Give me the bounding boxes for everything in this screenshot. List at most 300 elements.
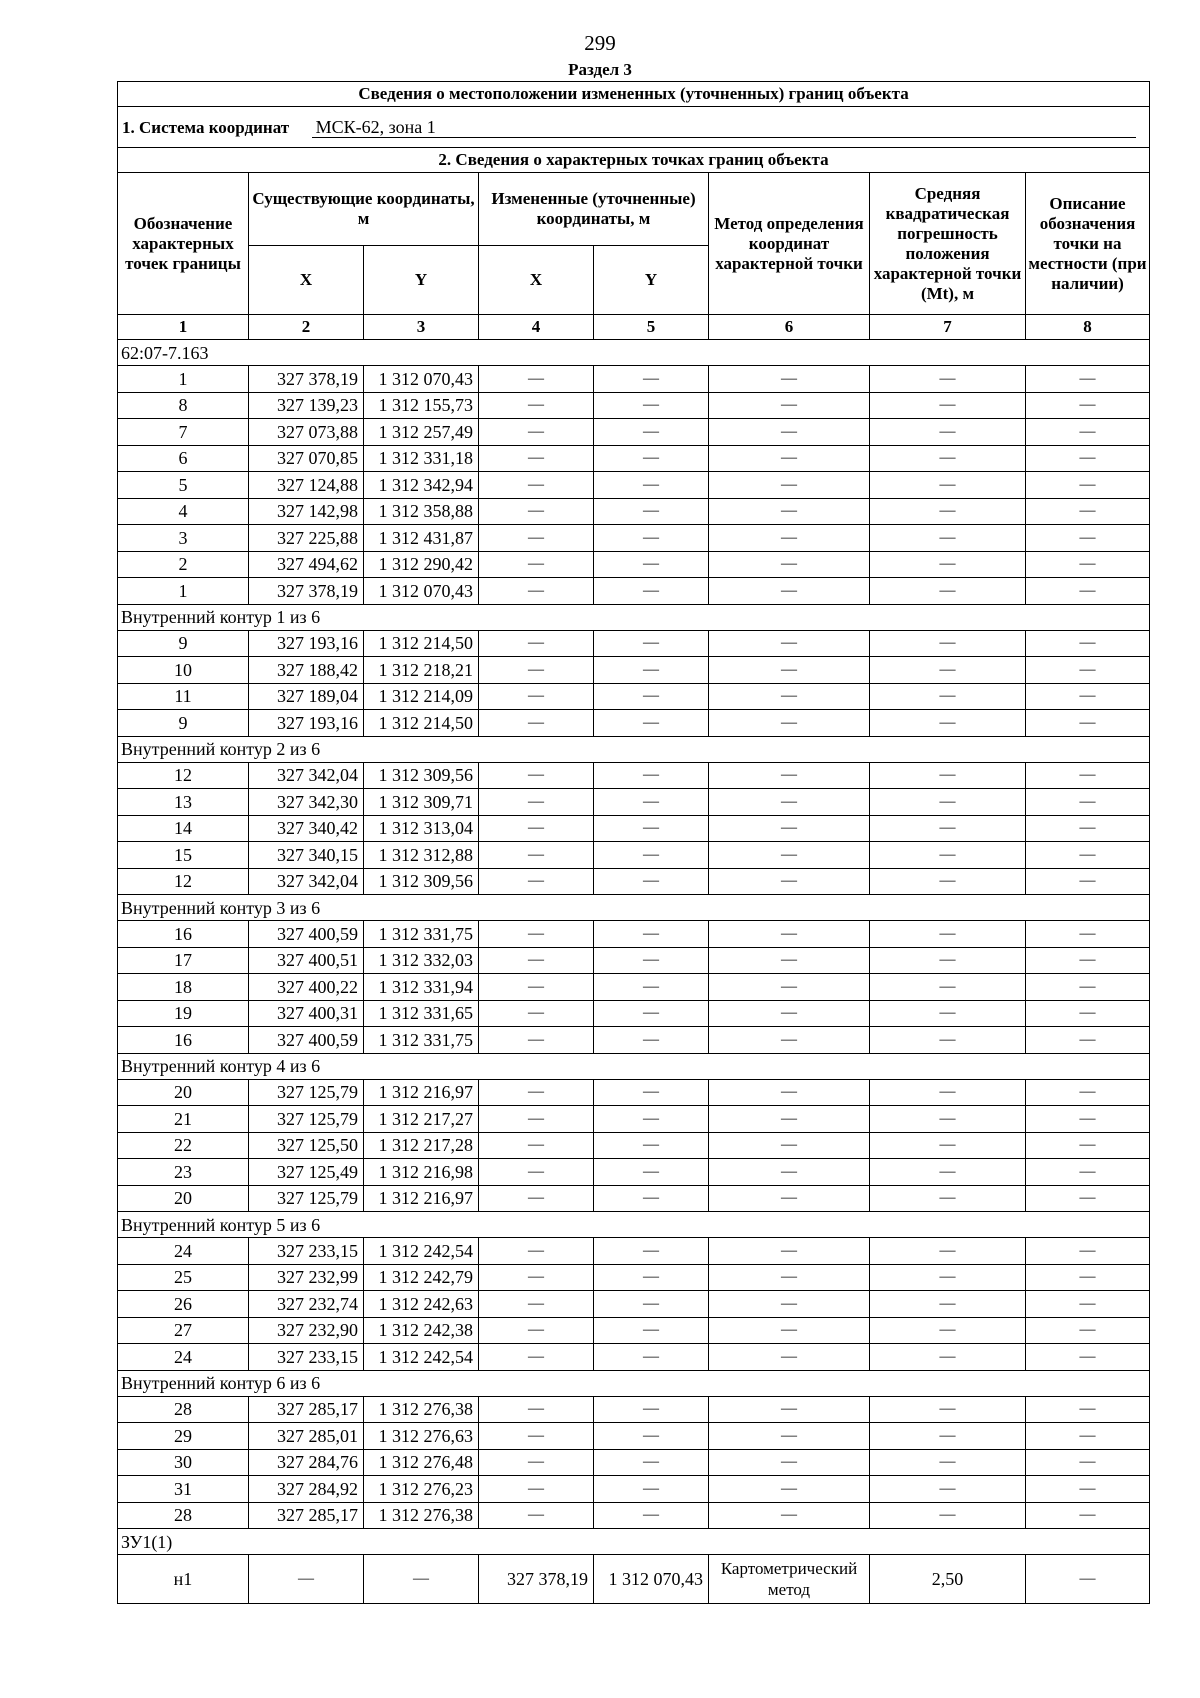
description-dash: — — [1026, 498, 1150, 525]
method-dash: — — [709, 1079, 870, 1106]
method-dash: — — [709, 1344, 870, 1371]
section-title: Раздел 3 — [568, 60, 632, 79]
changed-y-dash: — — [594, 842, 709, 869]
existing-y: 1 312 312,88 — [364, 842, 479, 869]
changed-x-dash: — — [479, 762, 594, 789]
existing-y: 1 312 216,98 — [364, 1159, 479, 1186]
method-dash: — — [709, 366, 870, 393]
changed-x-dash: — — [479, 1317, 594, 1344]
error-dash: — — [870, 630, 1026, 657]
table-row — [118, 1185, 1150, 1212]
description-dash: — — [1026, 789, 1150, 816]
changed-y-dash: — — [594, 657, 709, 684]
existing-y: 1 312 242,79 — [364, 1264, 479, 1291]
error-dash: — — [870, 947, 1026, 974]
existing-x: 327 189,04 — [249, 683, 364, 710]
changed-x-dash: — — [479, 1027, 594, 1054]
existing-x: 327 193,16 — [249, 630, 364, 657]
existing-y: 1 312 331,75 — [364, 1027, 479, 1054]
existing-x: 327 285,01 — [249, 1423, 364, 1450]
table-row — [118, 1106, 1150, 1133]
method-dash: — — [709, 578, 870, 605]
existing-x: 327 342,04 — [249, 762, 364, 789]
changed-y-dash: — — [594, 445, 709, 472]
description-dash: — — [1026, 1344, 1150, 1371]
point-number: 12 — [118, 762, 249, 789]
header-existing-x: X — [249, 246, 364, 315]
method-dash: — — [709, 1000, 870, 1027]
changed-x-dash: — — [479, 789, 594, 816]
existing-x: 327 232,90 — [249, 1317, 364, 1344]
method-dash: — — [709, 1159, 870, 1186]
existing-x: 327 285,17 — [249, 1502, 364, 1529]
group-row — [118, 895, 1150, 921]
existing-y: 1 312 309,56 — [364, 868, 479, 895]
error-dash: — — [870, 1423, 1026, 1450]
header-changed-y: Y — [594, 246, 709, 315]
column-number-row — [118, 315, 1150, 340]
changed-y-dash: — — [594, 392, 709, 419]
existing-y: 1 312 218,21 — [364, 657, 479, 684]
method-dash: — — [709, 868, 870, 895]
changed-y-dash: — — [594, 1106, 709, 1133]
point-number: 2 — [118, 551, 249, 578]
error-dash: — — [870, 842, 1026, 869]
error-dash: — — [870, 472, 1026, 499]
point-number: 3 — [118, 525, 249, 552]
changed-y-dash: — — [594, 1423, 709, 1450]
existing-y: 1 312 216,97 — [364, 1185, 479, 1212]
method-dash: — — [709, 789, 870, 816]
existing-x: 327 284,92 — [249, 1476, 364, 1503]
description-dash: — — [1026, 630, 1150, 657]
error-dash: — — [870, 762, 1026, 789]
error-dash: — — [870, 683, 1026, 710]
column-number: 8 — [1026, 315, 1150, 340]
error-dash: — — [870, 1344, 1026, 1371]
changed-y-dash: — — [594, 789, 709, 816]
changed-x-dash: — — [479, 1185, 594, 1212]
existing-x: 327 400,31 — [249, 1000, 364, 1027]
method-dash: — — [709, 974, 870, 1001]
table-row — [118, 1079, 1150, 1106]
point-number: 28 — [118, 1502, 249, 1529]
group-row — [118, 604, 1150, 630]
changed-y-dash: — — [594, 1000, 709, 1027]
existing-y: 1 312 217,27 — [364, 1106, 479, 1133]
method-dash: — — [709, 1502, 870, 1529]
header-method: Метод определения координат характерной точки — [709, 173, 870, 315]
changed-y-dash: — — [594, 1185, 709, 1212]
method-dash: — — [709, 762, 870, 789]
table-row — [118, 1344, 1150, 1371]
changed-x-dash: — — [479, 551, 594, 578]
table-row — [118, 1159, 1150, 1186]
table-row — [118, 1423, 1150, 1450]
error-dash: — — [870, 445, 1026, 472]
table-row — [118, 815, 1150, 842]
table-row — [118, 366, 1150, 393]
group-label: Внутренний контур 1 из 6 — [118, 604, 1150, 630]
error-dash: — — [870, 366, 1026, 393]
description-dash: — — [1026, 525, 1150, 552]
column-number: 5 — [594, 315, 709, 340]
method-dash: — — [709, 1396, 870, 1423]
point-number: 10 — [118, 657, 249, 684]
description-dash: — — [1026, 1396, 1150, 1423]
group-row — [118, 1053, 1150, 1079]
error-dash: — — [870, 868, 1026, 895]
method-dash: — — [709, 445, 870, 472]
group-label: 62:07-7.163 — [118, 340, 1150, 366]
description-dash: — — [1026, 419, 1150, 446]
table-row — [118, 947, 1150, 974]
changed-x-dash: — — [479, 1344, 594, 1371]
description-dash: — — [1026, 868, 1150, 895]
existing-x: 327 378,19 — [249, 366, 364, 393]
table-row — [118, 1264, 1150, 1291]
error-dash: — — [870, 1291, 1026, 1318]
table-row — [118, 445, 1150, 472]
description-dash: — — [1026, 392, 1150, 419]
point-number: 11 — [118, 683, 249, 710]
existing-x: 327 284,76 — [249, 1449, 364, 1476]
method-dash: — — [709, 472, 870, 499]
error-dash: — — [870, 1159, 1026, 1186]
method-dash: — — [709, 683, 870, 710]
table-row — [118, 472, 1150, 499]
page-number: 299 — [584, 31, 616, 55]
column-number: 2 — [249, 315, 364, 340]
error-dash: — — [870, 1502, 1026, 1529]
description-dash: — — [1026, 1238, 1150, 1265]
group-row — [118, 1529, 1150, 1555]
description-dash: — — [1026, 657, 1150, 684]
error: 2,50 — [870, 1555, 1026, 1604]
method-dash: — — [709, 710, 870, 737]
description-dash: — — [1026, 1476, 1150, 1503]
method-dash: — — [709, 1423, 870, 1450]
changed-x-dash: — — [479, 1449, 594, 1476]
table-row — [118, 1238, 1150, 1265]
group-label: ЗУ1(1) — [118, 1529, 1150, 1555]
table-row — [118, 1027, 1150, 1054]
error-dash: — — [870, 1132, 1026, 1159]
existing-x: 327 125,79 — [249, 1106, 364, 1133]
group-row — [118, 1212, 1150, 1238]
existing-y: 1 312 331,75 — [364, 921, 479, 948]
changed-x-dash: — — [479, 498, 594, 525]
changed-x-dash: — — [479, 815, 594, 842]
point-number: 14 — [118, 815, 249, 842]
description-dash: — — [1026, 815, 1150, 842]
point-number: 21 — [118, 1106, 249, 1133]
column-number: 1 — [118, 315, 249, 340]
group-row — [118, 340, 1150, 366]
existing-x: 327 188,42 — [249, 657, 364, 684]
header-changed-coords: Измененные (уточненные) координаты, м — [479, 173, 709, 246]
description-dash: — — [1026, 1423, 1150, 1450]
changed-y-dash: — — [594, 683, 709, 710]
description-dash: — — [1026, 1079, 1150, 1106]
changed-y-dash: — — [594, 498, 709, 525]
point-number: 23 — [118, 1159, 249, 1186]
point-number: 19 — [118, 1000, 249, 1027]
table-row — [118, 683, 1150, 710]
description-dash: — — [1026, 1027, 1150, 1054]
changed-x-dash: — — [479, 1106, 594, 1133]
existing-y: 1 312 257,49 — [364, 419, 479, 446]
method-dash: — — [709, 921, 870, 948]
changed-y-dash: — — [594, 1344, 709, 1371]
method-dash: — — [709, 1106, 870, 1133]
changed-x-dash: — — [479, 1132, 594, 1159]
existing-x: 327 342,04 — [249, 868, 364, 895]
error-dash: — — [870, 789, 1026, 816]
description-dash: — — [1026, 1132, 1150, 1159]
existing-x: 327 225,88 — [249, 525, 364, 552]
error-dash: — — [870, 1000, 1026, 1027]
existing-y: 1 312 214,50 — [364, 710, 479, 737]
changed-y-dash: — — [594, 921, 709, 948]
existing-y: 1 312 216,97 — [364, 1079, 479, 1106]
table-row — [118, 1449, 1150, 1476]
existing-x: 327 340,42 — [249, 815, 364, 842]
existing-y: 1 312 070,43 — [364, 578, 479, 605]
point-number: 16 — [118, 1027, 249, 1054]
table-row — [118, 1000, 1150, 1027]
existing-y: 1 312 242,38 — [364, 1317, 479, 1344]
changed-y-dash: — — [594, 525, 709, 552]
error-dash: — — [870, 921, 1026, 948]
description-dash: — — [1026, 710, 1150, 737]
description-dash: — — [1026, 1291, 1150, 1318]
changed-x-dash: — — [479, 1000, 594, 1027]
changed-x-dash: — — [479, 1476, 594, 1503]
changed-y-dash: — — [594, 1396, 709, 1423]
table-row — [118, 578, 1150, 605]
point-number: 16 — [118, 921, 249, 948]
existing-x: 327 073,88 — [249, 419, 364, 446]
changed-x: 327 378,19 — [479, 1555, 594, 1604]
table-row — [118, 1555, 1150, 1604]
method-dash: — — [709, 1132, 870, 1159]
point-number: 27 — [118, 1317, 249, 1344]
changed-y-dash: — — [594, 551, 709, 578]
changed-x-dash: — — [479, 1423, 594, 1450]
description-dash: — — [1026, 1317, 1150, 1344]
group-row — [118, 1370, 1150, 1396]
changed-x-dash: — — [479, 1159, 594, 1186]
table-row — [118, 789, 1150, 816]
error-dash: — — [870, 1396, 1026, 1423]
point-number: 24 — [118, 1238, 249, 1265]
method-dash: — — [709, 419, 870, 446]
table-row — [118, 657, 1150, 684]
changed-y-dash: — — [594, 366, 709, 393]
point-number: 29 — [118, 1423, 249, 1450]
group-row — [118, 736, 1150, 762]
method-dash: — — [709, 1476, 870, 1503]
changed-x-dash: — — [479, 868, 594, 895]
point-number: 9 — [118, 630, 249, 657]
column-number: 4 — [479, 315, 594, 340]
description-dash: — — [1026, 1449, 1150, 1476]
header-existing-coords: Существующие координаты, м — [249, 173, 479, 246]
method: Картометрический метод — [709, 1555, 870, 1604]
description-dash: — — [1026, 445, 1150, 472]
header-description: Описание обозначения точки на местности (при наличии) — [1026, 173, 1150, 315]
error-dash: — — [870, 710, 1026, 737]
method-dash: — — [709, 1264, 870, 1291]
error-dash: — — [870, 392, 1026, 419]
existing-x: 327 232,99 — [249, 1264, 364, 1291]
changed-y: 1 312 070,43 — [594, 1555, 709, 1604]
table-row — [118, 974, 1150, 1001]
error-dash: — — [870, 1238, 1026, 1265]
changed-x-dash: — — [479, 1238, 594, 1265]
point-number: 25 — [118, 1264, 249, 1291]
description-dash: — — [1026, 1000, 1150, 1027]
point-number: 12 — [118, 868, 249, 895]
point-number: 4 — [118, 498, 249, 525]
existing-y: 1 312 342,94 — [364, 472, 479, 499]
point-number: 31 — [118, 1476, 249, 1503]
error-dash: — — [870, 498, 1026, 525]
method-dash: — — [709, 1449, 870, 1476]
coordinate-system-row — [118, 107, 1150, 148]
error-dash: — — [870, 525, 1026, 552]
description-dash: — — [1026, 1502, 1150, 1529]
point-number: н1 — [118, 1555, 249, 1604]
point-number: 13 — [118, 789, 249, 816]
existing-x: 327 494,62 — [249, 551, 364, 578]
existing-x: 327 400,51 — [249, 947, 364, 974]
method-dash: — — [709, 498, 870, 525]
existing-y: 1 312 331,65 — [364, 1000, 479, 1027]
changed-y-dash: — — [594, 1159, 709, 1186]
error-dash: — — [870, 974, 1026, 1001]
existing-y: 1 312 276,48 — [364, 1449, 479, 1476]
changed-x-dash: — — [479, 1264, 594, 1291]
error-dash: — — [870, 1264, 1026, 1291]
changed-x-dash: — — [479, 710, 594, 737]
error-dash: — — [870, 1317, 1026, 1344]
existing-y: 1 312 214,50 — [364, 630, 479, 657]
point-number: 26 — [118, 1291, 249, 1318]
description-dash: — — [1026, 1159, 1150, 1186]
point-number: 6 — [118, 445, 249, 472]
point-number: 20 — [118, 1079, 249, 1106]
error-dash: — — [870, 815, 1026, 842]
group-label: Внутренний контур 5 из 6 — [118, 1212, 1150, 1238]
error-dash: — — [870, 1449, 1026, 1476]
method-dash: — — [709, 630, 870, 657]
table-row — [118, 921, 1150, 948]
changed-y-dash: — — [594, 815, 709, 842]
table-title: Сведения о местоположении измененных (уточненных) границ объекта — [118, 82, 1150, 107]
description-dash: — — [1026, 762, 1150, 789]
header-error: Средняя квадратическая погрешность положения характерной точки (Mt), м — [870, 173, 1026, 315]
table-row — [118, 1502, 1150, 1529]
point-number: 1 — [118, 578, 249, 605]
changed-y-dash: — — [594, 710, 709, 737]
column-number: 3 — [364, 315, 479, 340]
method-dash: — — [709, 842, 870, 869]
changed-x-dash: — — [479, 1079, 594, 1106]
existing-y: 1 312 309,71 — [364, 789, 479, 816]
existing-x: 327 125,79 — [249, 1185, 364, 1212]
existing-x: 327 125,50 — [249, 1132, 364, 1159]
existing-y: 1 312 431,87 — [364, 525, 479, 552]
changed-x-dash: — — [479, 525, 594, 552]
boundary-points-table — [117, 81, 1150, 1604]
error-dash: — — [870, 1476, 1026, 1503]
existing-x: 327 400,59 — [249, 1027, 364, 1054]
error-dash: — — [870, 1185, 1026, 1212]
table-row — [118, 1476, 1150, 1503]
changed-x-dash: — — [479, 1291, 594, 1318]
existing-x: 327 400,59 — [249, 921, 364, 948]
group-label: Внутренний контур 4 из 6 — [118, 1053, 1150, 1079]
point-number: 9 — [118, 710, 249, 737]
existing-x: 327 125,49 — [249, 1159, 364, 1186]
method-dash: — — [709, 1027, 870, 1054]
changed-x-dash: — — [479, 842, 594, 869]
changed-y-dash: — — [594, 974, 709, 1001]
changed-x-dash: — — [479, 921, 594, 948]
description-dash: — — [1026, 974, 1150, 1001]
point-number: 8 — [118, 392, 249, 419]
changed-x-dash: — — [479, 947, 594, 974]
existing-y: 1 312 276,63 — [364, 1423, 479, 1450]
error-dash: — — [870, 1079, 1026, 1106]
changed-x-dash: — — [479, 472, 594, 499]
existing-y: 1 312 276,38 — [364, 1396, 479, 1423]
description-dash: — — [1026, 1106, 1150, 1133]
existing-y: 1 312 331,18 — [364, 445, 479, 472]
description-dash: — — [1026, 1555, 1150, 1604]
method-dash: — — [709, 525, 870, 552]
column-number: 6 — [709, 315, 870, 340]
point-number: 15 — [118, 842, 249, 869]
table-row — [118, 525, 1150, 552]
column-number: 7 — [870, 315, 1026, 340]
changed-y-dash: — — [594, 868, 709, 895]
coordinate-system-label: 1. Система координат — [122, 117, 290, 137]
error-dash: — — [870, 551, 1026, 578]
point-number: 22 — [118, 1132, 249, 1159]
existing-y-dash: — — [364, 1555, 479, 1604]
existing-x: 327 233,15 — [249, 1238, 364, 1265]
header-designation: Обозначение характерных точек границы — [118, 173, 249, 315]
table-row — [118, 630, 1150, 657]
point-number: 17 — [118, 947, 249, 974]
point-number: 7 — [118, 419, 249, 446]
point-number: 24 — [118, 1344, 249, 1371]
changed-x-dash: — — [479, 445, 594, 472]
error-dash: — — [870, 657, 1026, 684]
table-row — [118, 551, 1150, 578]
description-dash: — — [1026, 842, 1150, 869]
existing-x: 327 232,74 — [249, 1291, 364, 1318]
changed-y-dash: — — [594, 1291, 709, 1318]
existing-x: 327 378,19 — [249, 578, 364, 605]
table-row — [118, 1317, 1150, 1344]
existing-x: 327 193,16 — [249, 710, 364, 737]
existing-y: 1 312 276,23 — [364, 1476, 479, 1503]
existing-y: 1 312 242,54 — [364, 1344, 479, 1371]
